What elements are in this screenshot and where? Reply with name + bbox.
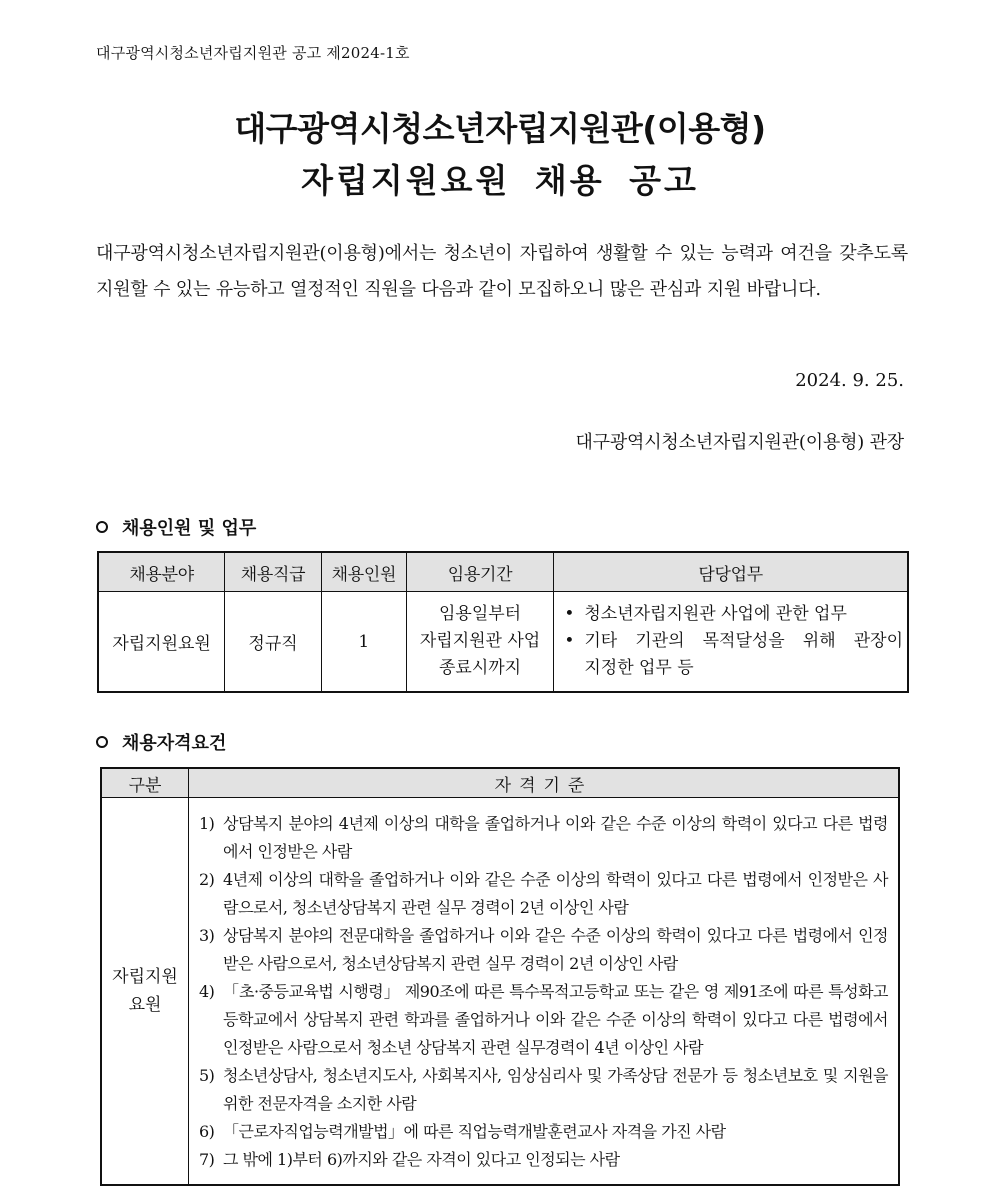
- list-item-text: 그 밖에 1)부터 6)까지와 같은 자격이 있다고 인정되는 사람: [223, 1150, 620, 1169]
- list-item: [199, 978, 888, 1062]
- list-item: [199, 1146, 888, 1174]
- list-item-text: 「근로자직업능력개발법」에 따른 직업능력개발훈련교사 자격을 가진 사람: [223, 1122, 726, 1141]
- list-item-text: 4년제 이상의 대학을 졸업하거나 이와 같은 수준 이상의 학력이 있다고 다른 법령에서 인정받은 사람으로서, 청소년상담복지 관련 실무 경력이 2년 이상인 사람: [223, 870, 888, 917]
- cell-criteria: [189, 798, 900, 1186]
- qualifications-table: [100, 767, 900, 1186]
- header-count: 채용인원: [321, 552, 406, 592]
- period-line: 임용일부터: [438, 604, 522, 624]
- period-line: 자립지원관 사업: [419, 631, 541, 651]
- header-duties: 담당업무: [554, 552, 908, 592]
- duty-item-continued: [564, 655, 903, 682]
- cell-field: 자립지원요원: [98, 592, 225, 693]
- list-item-text: 「초·중등교육법 시행령」 제90조에 따른 특수목적고등학교 또는 같은 영 제91조에 따른 특성화고등학교에서 상담복지 관련 학과를 졸업하거나 이와 같은 수준 이상의 학력이 있다고 다른 법령에서 인정받은 사람으로서 청소년 상담복지 관련 실무경력이 4년 이상인 사람: [223, 982, 888, 1057]
- circle-bullet-icon: [96, 521, 108, 533]
- announcement-date: 2024. 9. 25.: [795, 370, 904, 391]
- cell-duties: [554, 592, 908, 693]
- period-line: 종료시까지: [438, 658, 522, 678]
- list-item-number: 2): [199, 870, 215, 889]
- duty-text: 청소년자립지원관 사업에 관한 업무: [584, 604, 847, 624]
- list-item: [199, 1062, 888, 1118]
- list-item: [199, 810, 888, 866]
- list-item-number: 1): [199, 814, 215, 833]
- document-number: 대구광역시청소년자립지원관 공고 제2024-1호: [96, 44, 410, 62]
- list-item: [199, 866, 888, 922]
- section-heading-label: 채용인원 및 업무: [122, 518, 257, 539]
- list-item-number: 4): [199, 982, 215, 1001]
- duty-text: 기타 기관의 목적달성을 위해 관장이: [584, 631, 903, 651]
- header-field: 채용분야: [98, 552, 225, 592]
- duty-text: 지정한 업무 등: [584, 658, 694, 678]
- table-header-row: [101, 768, 899, 798]
- header-criteria: 자격기준: [189, 768, 900, 798]
- list-item-text: 청소년상담사, 청소년지도사, 사회복지사, 임상심리사 및 가족상담 전문가 등 청소년보호 및 지원을 위한 전문자격을 소지한 사람: [223, 1066, 888, 1113]
- list-item: [199, 922, 888, 978]
- bullet-icon: •: [564, 631, 575, 651]
- positions-table: [97, 551, 909, 693]
- header-grade: 채용직급: [225, 552, 322, 592]
- header-category: 구분: [101, 768, 189, 798]
- page-subtitle: 자립지원요원 채용 공고: [301, 161, 699, 200]
- list-item-number: 3): [199, 926, 215, 945]
- bullet-spacer: [564, 655, 584, 682]
- table-header-row: [98, 552, 908, 592]
- section-heading-positions: [96, 514, 256, 540]
- list-item: [199, 1118, 888, 1146]
- duty-item: [564, 628, 903, 655]
- circle-bullet-icon: [96, 736, 108, 748]
- issuer-name: 대구광역시청소년자립지원관(이용형) 관장: [575, 432, 904, 453]
- list-item-number: 7): [199, 1150, 215, 1169]
- cell-category: [101, 798, 189, 1186]
- section-heading-label: 채용자격요건: [122, 733, 227, 754]
- cell-count: 1: [321, 592, 406, 693]
- cell-period: [406, 592, 554, 693]
- duty-item: [564, 601, 903, 628]
- page-title: 대구광역시청소년자립지원관(이용형): [234, 109, 766, 148]
- header-period: 임용기간: [406, 552, 554, 592]
- intro-paragraph: 대구광역시청소년자립지원관(이용형)에서는 청소년이 자립하여 생활할 수 있는 능력과 여건을 갖추도록 지원할 수 있는 유능하고 열정적인 직원을 다음과 같이 모집하오니 많은 관심과 지원 바랍니다.: [96, 243, 908, 300]
- table-row: [98, 592, 908, 693]
- bullet-icon: •: [564, 604, 575, 624]
- section-heading-qualifications: [96, 729, 226, 755]
- list-item-number: 5): [199, 1066, 215, 1085]
- list-item-text: 상담복지 분야의 전문대학을 졸업하거나 이와 같은 수준 이상의 학력이 있다고 다른 법령에서 인정받은 사람으로서, 청소년상담복지 관련 실무 경력이 2년 이상인 사람: [223, 926, 888, 973]
- category-line: 요원: [128, 995, 162, 1015]
- category-line: 자립지원: [112, 967, 178, 987]
- list-item-number: 6): [199, 1122, 215, 1141]
- table-row: [101, 798, 899, 1186]
- list-item-text: 상담복지 분야의 4년제 이상의 대학을 졸업하거나 이와 같은 수준 이상의 학력이 있다고 다른 법령에서 인정받은 사람: [223, 814, 888, 861]
- cell-grade: 정규직: [225, 592, 322, 693]
